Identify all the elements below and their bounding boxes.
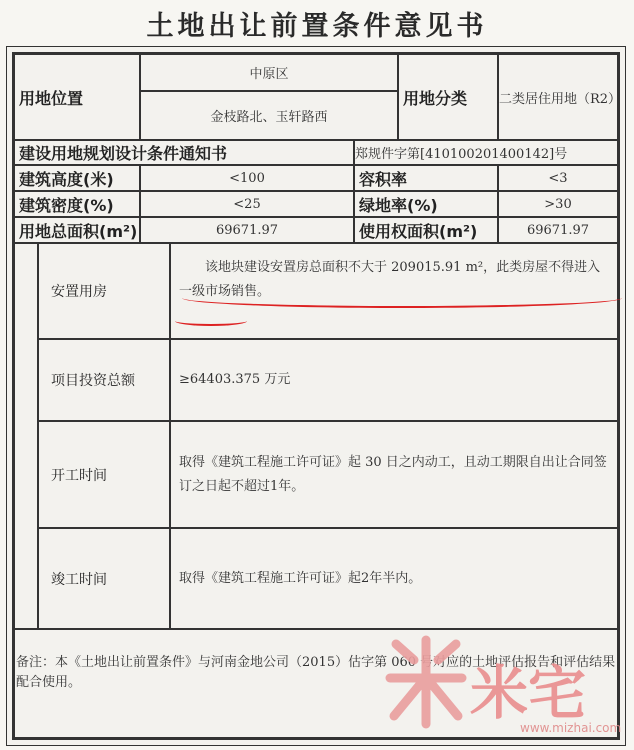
density-label: 建筑密度(%) — [14, 191, 140, 217]
category-label: 用地分类 — [398, 54, 498, 140]
condition-left-strip — [14, 243, 38, 629]
condition-label-resettlement: 安置用房 — [38, 243, 170, 339]
condition-label-investment: 项目投资总额 — [38, 339, 170, 421]
document-title: 土地出让前置条件意见书 — [146, 11, 488, 42]
location-roads: 金枝路北、玉轩路西 — [140, 91, 398, 140]
location-label: 用地位置 — [14, 54, 140, 140]
red-underline — [182, 288, 622, 308]
use-area-value: 69671.97 — [498, 217, 618, 243]
green-label: 绿地率(%) — [354, 191, 498, 217]
category-value: 二类居住用地（R2） — [498, 54, 618, 140]
notice-value: 郑规件字第[410100201400142]号 — [354, 140, 618, 165]
location-district: 中原区 — [140, 54, 398, 91]
height-label: 建筑高度(米) — [14, 165, 140, 191]
red-underline — [175, 316, 247, 326]
notice-label: 建设用地规划设计条件通知书 — [14, 140, 354, 165]
density-value: <25 — [140, 191, 354, 217]
use-area-label: 使用权面积(m²) — [354, 217, 498, 243]
far-label: 容积率 — [354, 165, 498, 191]
condition-text: 该地块建设安置房总面积不大于 209015.91 m²，此类房屋不得进入一级市场销售。 — [179, 260, 601, 299]
condition-text-investment: ≥64403.375 万元 — [170, 339, 618, 421]
green-value: >30 — [498, 191, 618, 217]
watermark-brand: 米宅 — [470, 659, 587, 727]
area-value: 69671.97 — [140, 217, 354, 243]
form-table — [12, 52, 620, 740]
condition-text-completion: 取得《建筑工程施工许可证》起2年半内。 — [170, 528, 618, 629]
area-label: 用地总面积(m²) — [14, 217, 140, 243]
condition-text-start: 取得《建筑工程施工许可证》起 30 日之内动工，且动工期限自出让合同签订之日起不超过1年。 — [170, 421, 618, 528]
condition-label-start: 开工时间 — [38, 421, 170, 528]
watermark-url: www.mizhai.com — [520, 721, 622, 735]
height-value: <100 — [140, 165, 354, 191]
footnote: 备注：本《土地出让前置条件》与河南金地公司（2015）估字第 060 号对应的土地评估报告和评估结果配合使用。 — [16, 655, 616, 690]
condition-label-completion: 竣工时间 — [38, 528, 170, 629]
far-value: <3 — [498, 165, 618, 191]
